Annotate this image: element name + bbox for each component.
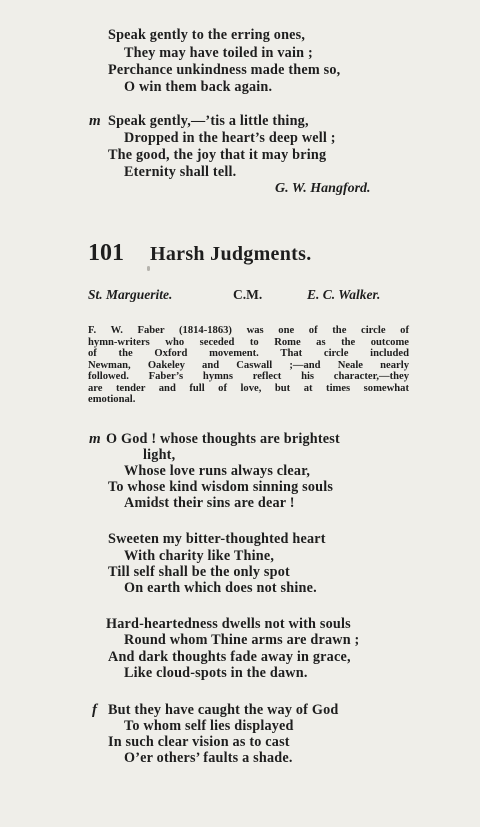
stanza-line: Sweeten my bitter-thoughted heart: [108, 531, 326, 547]
note-line: of the Oxford movement. That circle included: [88, 348, 409, 359]
dynamic-marking: m: [89, 113, 101, 129]
note-line: followed. Faber’s hymns reflect his character,—they: [88, 371, 409, 382]
dynamic-marking: f: [92, 702, 97, 718]
stanza-line: Amidst their sins are dear !: [124, 495, 295, 511]
previous-hymn-author: G. W. Hangford.: [275, 181, 371, 196]
stanza-line: Speak gently,—’tis a little thing,: [108, 113, 309, 129]
stanza-line: Eternity shall tell.: [124, 164, 237, 180]
stanza-line: light,: [143, 447, 176, 463]
stanza-line: Speak gently to the erring ones,: [108, 27, 306, 43]
stanza-line: With charity like Thine,: [124, 548, 275, 564]
stanza-line: Hard-heartedness dwells not with souls: [106, 616, 351, 632]
stanza-line: O win them back again.: [124, 79, 273, 95]
hymn-note: [88, 325, 409, 406]
stanza-line: Whose love runs always clear,: [124, 463, 311, 479]
stanza-line: O God ! whose thoughts are brightest: [106, 431, 340, 447]
composer: E. C. Walker.: [307, 287, 381, 302]
stanza-line: And dark thoughts fade away in grace,: [108, 649, 351, 665]
stanza-line: They may have toiled in vain ;: [124, 45, 313, 61]
ink-speck: [147, 266, 150, 271]
dynamic-marking: m: [89, 431, 101, 447]
note-line: hymn-writers who seceded to Rome as the outcome: [88, 336, 409, 348]
stanza-line: O’er others’ faults a shade.: [124, 750, 293, 766]
stanza-line: Dropped in the heart’s deep well ;: [124, 130, 336, 146]
meter: C.M.: [233, 287, 263, 302]
stanza-line: To whose kind wisdom sinning souls: [108, 479, 334, 495]
note-line: Newman, Oakeley and Caswall ;—and Neale nearly: [88, 359, 409, 371]
stanza-line: In such clear vision as to cast: [108, 734, 290, 750]
stanza-line: On earth which does not shine.: [124, 580, 317, 596]
stanza-line: To whom self lies displayed: [124, 718, 294, 734]
hymn-number: 101: [88, 240, 124, 266]
note-line: emotional.: [88, 394, 136, 405]
stanza-line: Till self shall be the only spot: [108, 564, 290, 580]
tune-name: St. Marguerite.: [88, 287, 173, 302]
note-line: are tender and full of love, but at times somewhat: [88, 382, 409, 394]
stanza-line: Round whom Thine arms are drawn ;: [124, 632, 360, 648]
stanza-line: The good, the joy that it may bring: [108, 147, 327, 163]
stanza-line: Like cloud-spots in the dawn.: [124, 665, 308, 681]
stanza-line: Perchance unkindness made them so,: [108, 62, 341, 78]
hymn-title: Harsh Judgments.: [150, 243, 312, 265]
stanza-line: But they have caught the way of God: [108, 702, 339, 718]
note-line: F. W. Faber (1814-1863) was one of the circle of: [88, 325, 409, 336]
